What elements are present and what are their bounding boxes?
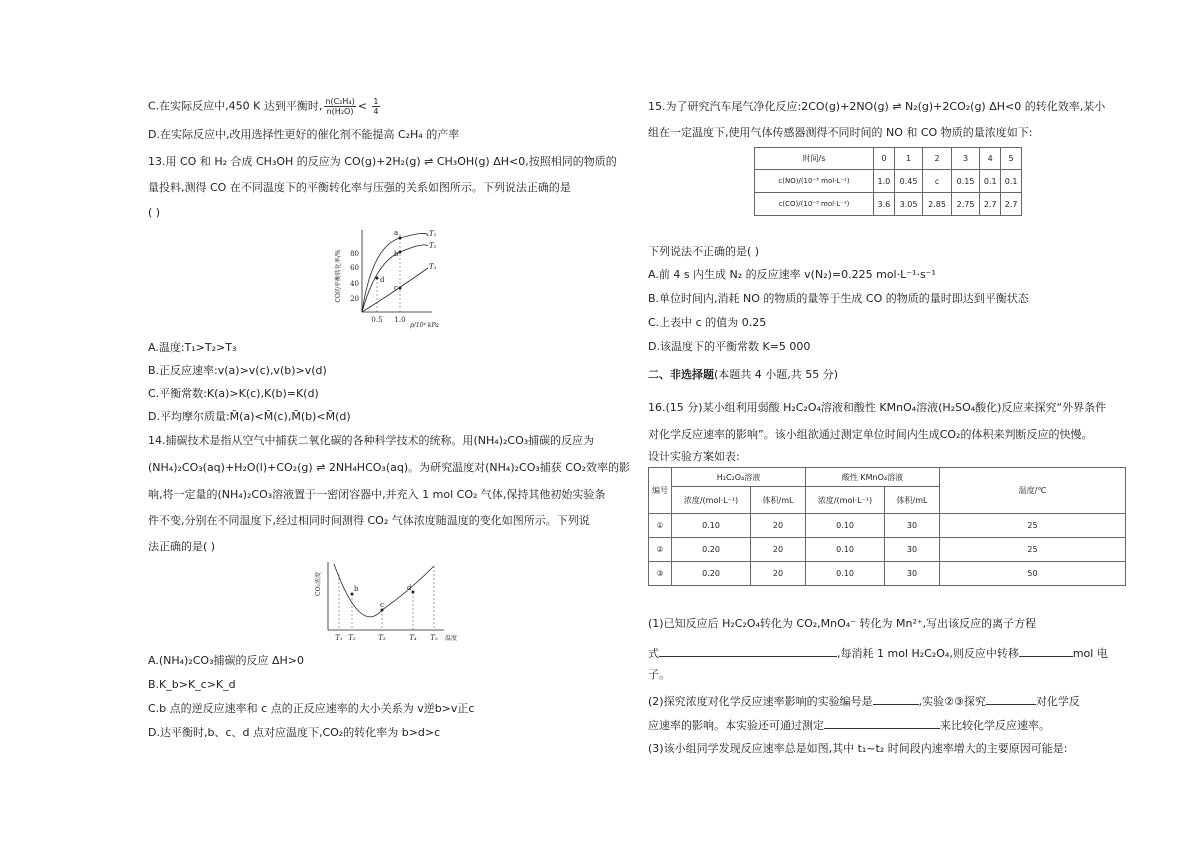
- q15-h2: 1: [894, 148, 923, 170]
- q13-point-a: [399, 237, 402, 240]
- q16-table: [648, 467, 1126, 586]
- table-row: [649, 562, 1126, 586]
- q14-curve: [334, 564, 434, 617]
- q15-h5: 4: [980, 148, 1001, 170]
- q15-r1c5: 2.7: [980, 193, 1001, 216]
- q14-option-b: B.K_b>K_c>K_d: [148, 678, 236, 691]
- q13-option-b: B.正反应速率:v(a)>v(c),v(b)>v(d): [148, 364, 327, 377]
- q13-point-c-label: c: [394, 284, 398, 292]
- q14-point-b-label: b: [354, 585, 359, 593]
- q16-h-t: 温度/℃: [940, 468, 1126, 514]
- q16-r1c2: 20: [751, 538, 806, 562]
- q13-point-b-label: b: [394, 250, 399, 258]
- q16-r2c3: 0.10: [806, 562, 885, 586]
- q14-option-c: C.b 点的逆反应速率和 c 点的正反应速率的大小关系为 v逆b>v正c: [148, 702, 475, 715]
- q14-xtick-t2: T₂: [348, 634, 356, 642]
- q12c-fraction: [324, 97, 355, 116]
- q15-option-a: A.前 4 s 内生成 N₂ 的反应速率 v(N₂)=0.225 mol·L⁻¹·s⁻¹: [648, 268, 936, 281]
- q15-r1c0: c(CO)/(10⁻³ mol·L⁻¹): [755, 193, 874, 216]
- q15-r1c3: 2.85: [923, 193, 952, 216]
- q12c-num: n(C₂H₄): [325, 97, 355, 106]
- q16-r2c1: 0.20: [672, 562, 751, 586]
- q15-r0c1: 1.0: [874, 170, 895, 193]
- q12-option-d: D.在实际反应中,改用选择性更好的催化剂不能提高 C₂H₄ 的产率: [148, 128, 460, 141]
- q16-r1c0: ②: [649, 538, 672, 562]
- q14-option-d: D.达平衡时,b、c、d 点对应温度下,CO₂的转化率为 b>d>c: [148, 726, 441, 739]
- q16-p2e: 来比较化学反应速率。: [940, 719, 1050, 732]
- q15-option-c: C.上表中 c 的值为 0.25: [648, 316, 767, 329]
- q16-h-b: 酸性 KMnO₄溶液: [806, 468, 940, 487]
- q14-stem-5: 法正确的是( ): [148, 540, 216, 553]
- q16-h-conc-a: 浓度/(mol·L⁻¹): [672, 487, 751, 514]
- q13-curve-t1: [362, 233, 428, 312]
- table-row: [755, 170, 1022, 193]
- q16-stem-3: 设计实验方案如表:: [648, 450, 740, 463]
- q16-part2-line1: [648, 694, 1080, 709]
- q12c-fnum: 1: [373, 97, 379, 106]
- q13-ytick-80: 80: [350, 250, 359, 258]
- q15-table: [754, 147, 1022, 216]
- q15-r1c2: 3.05: [894, 193, 923, 216]
- q16-r0c5: 25: [940, 514, 1126, 538]
- q16-r0c2: 20: [751, 514, 806, 538]
- q15-r0c5: 0.1: [980, 170, 1001, 193]
- q16-h-vol-a: 体积/mL: [751, 487, 806, 514]
- q14-xtick-t1: T₁: [335, 634, 343, 642]
- q14-xtick-t3: T₃: [378, 634, 386, 642]
- q16-r1c3: 0.10: [806, 538, 885, 562]
- q14-figure: [308, 558, 468, 650]
- q16-r1c1: 0.20: [672, 538, 751, 562]
- q15-ask: 下列说法不正确的是( ): [648, 245, 760, 258]
- q12c-den: n(H₂O): [326, 107, 354, 116]
- q13-option-c: C.平衡常数:K(a)>K(c),K(b)=K(d): [148, 387, 319, 400]
- q14-stem-3: 响,将一定量的(NH₄)₂CO₃溶液置于一密闭容器中,并充入 1 mol CO₂ 气体,保持其他初始实验条: [148, 488, 606, 501]
- q16-p2a: (2)探究浓度对化学反应速率影响的实验编号是: [648, 695, 873, 708]
- q16-stem-1: 16.(15 分)某小组利用弱酸 H₂C₂O₄溶液和酸性 KMnO₄溶液(H₂SO₄酸化)反应来探究“外界条件: [648, 401, 1107, 414]
- q15-r0c3: c: [923, 170, 952, 193]
- q15-r1c6: 2.7: [1001, 193, 1022, 216]
- q15-h3: 2: [923, 148, 952, 170]
- q16-r0c4: 30: [885, 514, 940, 538]
- q13-curve-t3-label: T₃: [429, 263, 437, 271]
- table-row: [649, 514, 1126, 538]
- q15-stem-2: 组在一定温度下,使用气体传感器测得不同时间的 NO 和 CO 物质的量浓度如下:: [648, 126, 1033, 139]
- q16-r2c0: ③: [649, 562, 672, 586]
- q15-table-header: [755, 148, 1022, 170]
- q13-xtick-10: 1.0: [394, 316, 406, 324]
- q14-xtick-t4: T₄: [409, 634, 417, 642]
- q16-r0c1: 0.10: [672, 514, 751, 538]
- q16-part1-line2: [648, 646, 1108, 661]
- q16-r0c0: ①: [649, 514, 672, 538]
- q13-ytick-60: 60: [350, 264, 359, 272]
- section-2-note: (本题共 4 小题,共 55 分): [714, 368, 839, 381]
- q14-stem-4: 件不变,分别在不同温度下,经过相同时间测得 CO₂ 气体浓度随温度的变化如图所示。下列说: [148, 514, 590, 527]
- q16-h-vol-b: 体积/mL: [885, 487, 940, 514]
- q13-point-b: [399, 251, 402, 254]
- q16-r0c3: 0.10: [806, 514, 885, 538]
- q15-h4: 3: [951, 148, 980, 170]
- q16-blank-measure[interactable]: [824, 718, 940, 729]
- q13-stem-3: ( ): [148, 206, 161, 219]
- q13-point-d-label: d: [380, 276, 385, 284]
- q12c-text: C.在实际反应中,450 K 达到平衡时,: [148, 99, 323, 113]
- q13-curve-t2-label: T₂: [429, 242, 437, 250]
- q14-stem-1: 14.捕碳技术是指从空气中捕获二氧化碳的各种科学技术的统称。用(NH₄)₂CO₃捕碳的反应为: [148, 434, 595, 447]
- table-row: [755, 193, 1022, 216]
- q15-h6: 5: [1001, 148, 1022, 170]
- q16-p2c: 对化学反: [1035, 695, 1080, 708]
- q14-point-c-label: c: [380, 601, 384, 609]
- q16-h-no: 编号: [649, 468, 672, 514]
- q16-blank-exp-no[interactable]: [873, 694, 919, 705]
- q16-r1c5: 25: [940, 538, 1126, 562]
- q15-r0c2: 0.45: [894, 170, 923, 193]
- q13-ytick-20: 20: [350, 295, 359, 303]
- q13-ylabel: CO的平衡转化率/%: [335, 249, 342, 303]
- q15-option-b: B.单位时间内,消耗 NO 的物质的量等于生成 CO 的物质的量时即达到平衡状态: [648, 292, 1029, 305]
- q16-p2b: ,实验②③探究: [918, 695, 986, 708]
- q14-point-d: [412, 591, 415, 594]
- q15-h0: 时间/s: [755, 148, 874, 170]
- q16-p2d: 应速率的影响。本实验还可通过测定: [648, 719, 824, 732]
- q16-part2-line2: [648, 718, 1050, 733]
- q13-xtick-05: 0.5: [371, 316, 383, 324]
- q13-option-d: D.平均摩尔质量:M̄(a)<M̄(c),M̄(b)<M̄(d): [148, 410, 351, 423]
- q15-r0c4: 0.15: [951, 170, 980, 193]
- section-2-heading: [648, 368, 838, 382]
- q14-stem-2: (NH₄)₂CO₃(aq)+H₂O(l)+CO₂(g) ⇌ 2NH₄HCO₃(aq)。为研究温度对(NH₄)₂CO₃捕获 CO₂效率的影: [148, 461, 631, 474]
- q13-figure: [328, 226, 452, 332]
- q13-xlabel: p/10⁴ kPa: [410, 322, 439, 329]
- q13-ytick-40: 40: [350, 280, 359, 288]
- q15-r1c4: 2.75: [951, 193, 980, 216]
- q16-blank-equation[interactable]: [659, 646, 837, 657]
- q16-part3: (3)该小组同学发现反应速率总是如图,其中 t₁~t₂ 时间段内速率增大的主要原因可能是:: [648, 742, 1068, 755]
- q13-point-a-label: a: [394, 229, 399, 237]
- q16-p1b: 式: [648, 647, 659, 660]
- q15-h1: 0: [874, 148, 895, 170]
- q12-option-c: [148, 97, 382, 116]
- q14-point-d-label: d: [407, 584, 412, 592]
- q16-r2c2: 20: [751, 562, 806, 586]
- q13-stem-1: 13.用 CO 和 H₂ 合成 CH₃OH 的反应为 CO(g)+2H₂(g) ⇌ CH₃OH(g) ΔH<0,按照相同的物质的: [148, 155, 617, 168]
- q13-point-d: [376, 277, 379, 280]
- section-2-title: 二、非选择题: [648, 368, 714, 381]
- q16-part1-line3: 子。: [648, 668, 670, 681]
- q16-r2c4: 30: [885, 562, 940, 586]
- q16-p1d: mol 电: [1072, 647, 1108, 660]
- q16-h-conc-b: 浓度/(mol·L⁻¹): [806, 487, 885, 514]
- q16-p1c: ,每消耗 1 mol H₂C₂O₄,则反应中转移: [837, 647, 1019, 660]
- q13-point-c: [399, 287, 402, 290]
- q14-xtick-t5: T₅: [430, 634, 438, 642]
- q16-r1c4: 30: [885, 538, 940, 562]
- q12c-lt: <: [357, 99, 371, 113]
- q14-ylabel: CO₂浓度: [315, 572, 322, 596]
- q15-r1c1: 3.6: [874, 193, 895, 216]
- q12c-quarter: [372, 97, 379, 116]
- q16-part1-line1: (1)已知反应后 H₂C₂O₄转化为 CO₂,MnO₄⁻ 转化为 Mn²⁺,写出该反应的离子方程: [648, 617, 1037, 630]
- q16-h-a: H₂C₂O₄溶液: [672, 468, 806, 487]
- q16-blank-electrons[interactable]: [1019, 646, 1073, 657]
- q13-option-a: A.温度:T₁>T₂>T₃: [148, 341, 237, 354]
- q15-stem-1: 15.为了研究汽车尾气净化反应:2CO(g)+2NO(g) ⇌ N₂(g)+2CO₂(g) ΔH<0 的转化效率,某小: [648, 100, 1106, 113]
- q14-option-a: A.(NH₄)₂CO₃捕碳的反应 ΔH>0: [148, 654, 304, 667]
- q14-xlabel: 温度: [445, 635, 458, 642]
- q16-blank-factor[interactable]: [986, 694, 1036, 705]
- q13-stem-2: 量投料,测得 CO 在不同温度下的平衡转化率与压强的关系如图所示。下列说法正确的是: [148, 181, 571, 194]
- q15-option-d: D.该温度下的平衡常数 K=5 000: [648, 340, 811, 353]
- table-row: [649, 538, 1126, 562]
- q12c-fden: 4: [373, 107, 379, 116]
- q15-r0c0: c(NO)/(10⁻³ mol·L⁻¹): [755, 170, 874, 193]
- q16-stem-2: 对化学反应速率的影响”。该小组欲通过测定单位时间内生成CO₂的体积来判断反应的快慢。: [648, 428, 1093, 441]
- q16-table-header-1: [649, 468, 1126, 487]
- q13-curve-t1-label: T₁: [429, 230, 437, 238]
- q16-r2c5: 50: [940, 562, 1126, 586]
- q15-r0c6: 0.1: [1001, 170, 1022, 193]
